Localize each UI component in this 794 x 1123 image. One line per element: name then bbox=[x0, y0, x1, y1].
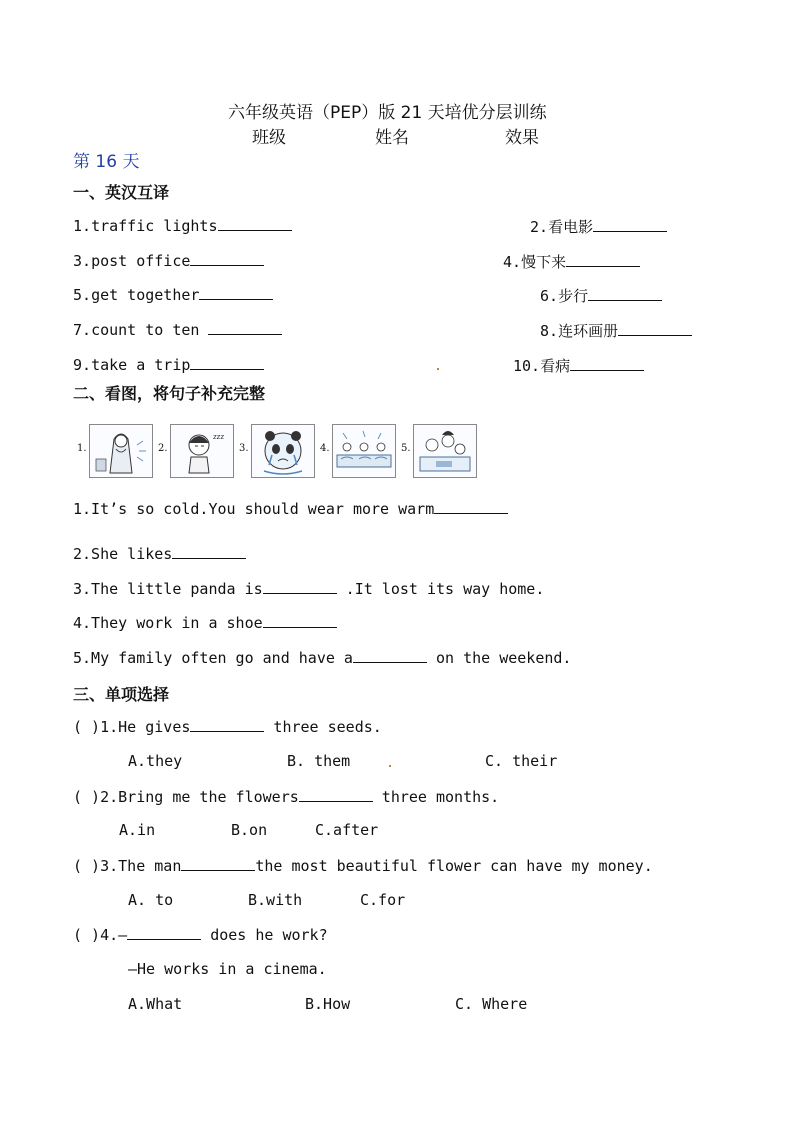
translate-item: 8.连环画册 bbox=[540, 320, 692, 341]
answer-blank[interactable] bbox=[172, 544, 246, 559]
section1-heading: 一、英汉互译 bbox=[73, 183, 170, 202]
option: B. them bbox=[287, 752, 351, 770]
dialogue-reply: —He works in a cinema. bbox=[128, 960, 327, 978]
picture-shoe-factory bbox=[332, 424, 396, 478]
picture-family-picnic bbox=[413, 424, 477, 478]
translate-item: 9.take a trip bbox=[73, 355, 264, 374]
translate-item: 10.看病 bbox=[513, 355, 644, 376]
translate-item: 6.步行 bbox=[540, 285, 662, 306]
answer-blank[interactable] bbox=[190, 251, 264, 266]
choice-question: ( )2.Bring me the flowers three months. bbox=[73, 788, 500, 806]
translate-item: 7.count to ten bbox=[73, 320, 282, 339]
option: C.for bbox=[360, 891, 406, 909]
answer-blank[interactable] bbox=[588, 286, 662, 301]
svg-text:zzz: zzz bbox=[213, 433, 225, 441]
option: A.in bbox=[119, 821, 156, 839]
picture-number: 2. bbox=[158, 443, 168, 454]
choice-question: ( )4.— does he work? bbox=[73, 926, 328, 944]
translate-item: 5.get together bbox=[73, 285, 273, 304]
answer-blank[interactable] bbox=[190, 355, 264, 370]
answer-parentheses[interactable]: ( ) bbox=[73, 788, 101, 806]
picture-sentence: 4.They work in a shoe bbox=[73, 613, 337, 632]
worksheet-title: 六年级英语（PEP）版 21 天培优分层训练 bbox=[228, 103, 547, 123]
picture-girl-sleeping bbox=[170, 424, 234, 478]
section2-heading: 二、看图，将句子补充完整 bbox=[73, 384, 266, 403]
translate-item: 3.post office bbox=[73, 251, 264, 270]
stray-dot bbox=[389, 765, 391, 767]
picture-sentence: 1.It’s so cold.You should wear more warm bbox=[73, 499, 508, 518]
answer-blank[interactable] bbox=[618, 321, 692, 336]
answer-parentheses[interactable]: ( ) bbox=[73, 718, 101, 736]
answer-blank[interactable] bbox=[434, 499, 508, 514]
answer-blank[interactable] bbox=[190, 717, 264, 732]
option: B.on bbox=[231, 821, 268, 839]
answer-blank[interactable] bbox=[218, 216, 292, 231]
translate-item: 4.慢下来 bbox=[503, 251, 640, 272]
picture-sentence: 3.The little panda is .It lost its way home. bbox=[73, 580, 545, 598]
picture-sentence: 5.My family often go and have a on the weekend. bbox=[73, 649, 572, 667]
answer-parentheses[interactable]: ( ) bbox=[73, 926, 101, 944]
answer-blank[interactable] bbox=[199, 285, 273, 300]
option: B.with bbox=[248, 891, 303, 909]
answer-blank[interactable] bbox=[127, 925, 201, 940]
picture-number: 1. bbox=[77, 443, 87, 454]
picture-coat bbox=[89, 424, 153, 478]
option: A.they bbox=[128, 752, 183, 770]
stray-dot bbox=[437, 368, 439, 370]
section3-heading: 三、单项选择 bbox=[73, 685, 170, 704]
answer-blank[interactable] bbox=[570, 356, 644, 371]
class-label: 班级 bbox=[252, 128, 286, 148]
answer-blank[interactable] bbox=[566, 252, 640, 267]
picture-number: 5. bbox=[401, 443, 411, 454]
choice-question: ( )3.The man the most beautiful flower can have my money. bbox=[73, 857, 653, 875]
option: A.What bbox=[128, 995, 183, 1013]
picture-number: 3. bbox=[239, 443, 249, 454]
translate-item: 1.traffic lights bbox=[73, 216, 292, 235]
name-label: 姓名 bbox=[375, 128, 409, 148]
answer-blank[interactable] bbox=[263, 613, 337, 628]
picture-crying-panda bbox=[251, 424, 315, 478]
answer-parentheses[interactable]: ( ) bbox=[73, 857, 101, 875]
answer-blank[interactable] bbox=[263, 579, 337, 594]
answer-blank[interactable] bbox=[181, 856, 255, 871]
day-label: 第 16 天 bbox=[73, 152, 140, 172]
answer-blank[interactable] bbox=[299, 787, 373, 802]
option: C. their bbox=[485, 752, 558, 770]
answer-blank[interactable] bbox=[208, 320, 282, 335]
answer-blank[interactable] bbox=[593, 217, 667, 232]
answer-blank[interactable] bbox=[353, 648, 427, 663]
translate-item: 2.看电影 bbox=[530, 216, 667, 237]
result-label: 效果 bbox=[505, 128, 539, 148]
option: B.How bbox=[305, 995, 351, 1013]
picture-sentence: 2.She likes bbox=[73, 544, 246, 563]
option: A. to bbox=[128, 891, 174, 909]
option: C.after bbox=[315, 821, 379, 839]
picture-number: 4. bbox=[320, 443, 330, 454]
option: C. Where bbox=[455, 995, 528, 1013]
choice-question: ( )1.He gives three seeds. bbox=[73, 718, 382, 736]
